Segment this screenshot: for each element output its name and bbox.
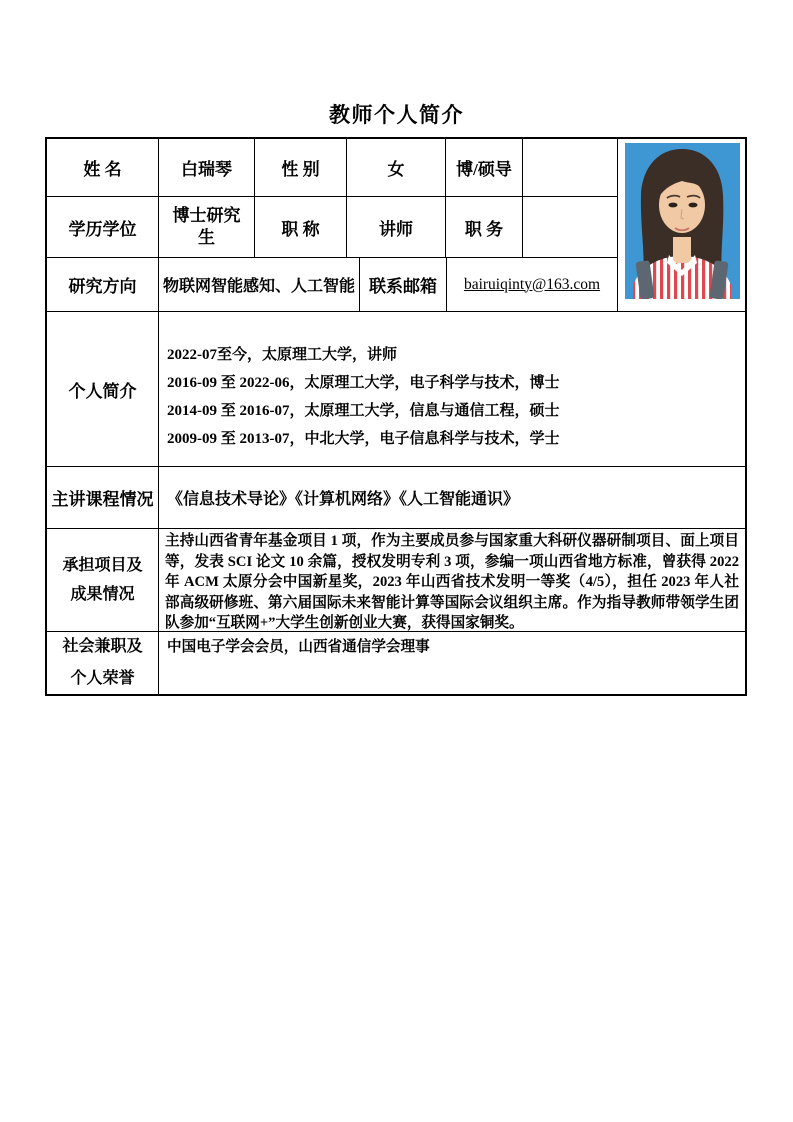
degree-value: [159, 197, 255, 258]
mentor-value: [523, 139, 618, 197]
research-label: 研究方向: [47, 258, 159, 312]
gender-value: 女: [347, 139, 446, 197]
social-value: 中国电子学会会员，山西省通信学会理事: [167, 639, 430, 655]
name-label: 姓 名: [47, 139, 159, 197]
name-value: 白瑞琴: [159, 139, 255, 197]
projects-label-line: 成果情况: [70, 586, 135, 603]
projects-label: [47, 529, 159, 632]
job-title-label: 职 称: [255, 197, 347, 258]
table-row: [47, 529, 745, 632]
degree-label: 学历学位: [47, 197, 159, 258]
bio-line: 2009-09 至 2013-07，中北大学，电子信息科学与技术，学士: [167, 431, 560, 447]
profile-table: [45, 137, 747, 696]
courses-value: 《信息技术导论》《计算机网络》《人工智能通识》: [159, 467, 745, 529]
degree-value-text: 博士研究生: [172, 205, 241, 247]
eye-left: [669, 203, 678, 208]
email-cell: [447, 258, 618, 312]
email-link[interactable]: bairuiqinty@163.com: [463, 275, 601, 293]
bio-line: 2016-09 至 2022-06，太原理工大学，电子科学与技术，博士: [167, 375, 560, 391]
social-label-line: 社会兼职及: [62, 638, 143, 655]
id-photo: [625, 143, 740, 299]
projects-value: 主持山西省青年基金项目 1 项，作为主要成员参与国家重大科研仪器研制项目、面上项目等，发表 SCI 论文 10 余篇，授权发明专利 3 项，参编一项山西省地方标准，曾获得 2022 年 ACM 太原分会中国新星奖，2023 年山西省技术发明一等奖（4/5），担任 2023 年人社部高级研修班、第六届国际未来智能计算等国际会议组织主席。作为指导教师带领学生团队参加“互联网+”大学生创新创业大赛，获得国家铜奖。: [159, 529, 745, 632]
table-row: [47, 467, 745, 529]
eye-right: [689, 203, 698, 208]
bio-line: 2014-09 至 2016-07，太原理工大学，信息与通信工程，硕士: [167, 403, 560, 419]
research-value: 物联网智能感知、人工智能: [159, 258, 360, 312]
social-label: [47, 632, 159, 694]
duty-label: 职 务: [446, 197, 523, 258]
page-title: 教师个人简介: [329, 103, 464, 127]
duty-value: [523, 197, 618, 258]
bio-line: 2022-07至今，太原理工大学，讲师: [167, 347, 397, 363]
email-label: 联系邮箱: [360, 258, 447, 312]
job-title-value: 讲师: [347, 197, 446, 258]
gender-label: 性 别: [255, 139, 347, 197]
courses-label: 主讲课程情况: [47, 467, 159, 529]
projects-label-line: 承担项目及: [62, 557, 143, 574]
mentor-label: 博/硕导: [446, 139, 523, 197]
bio-label: 个人简介: [47, 312, 159, 467]
social-label-line: 个人荣誉: [70, 670, 135, 687]
neck: [673, 237, 691, 263]
table-row: [47, 632, 745, 694]
bio-content: [159, 312, 745, 467]
table-row: [47, 312, 745, 467]
